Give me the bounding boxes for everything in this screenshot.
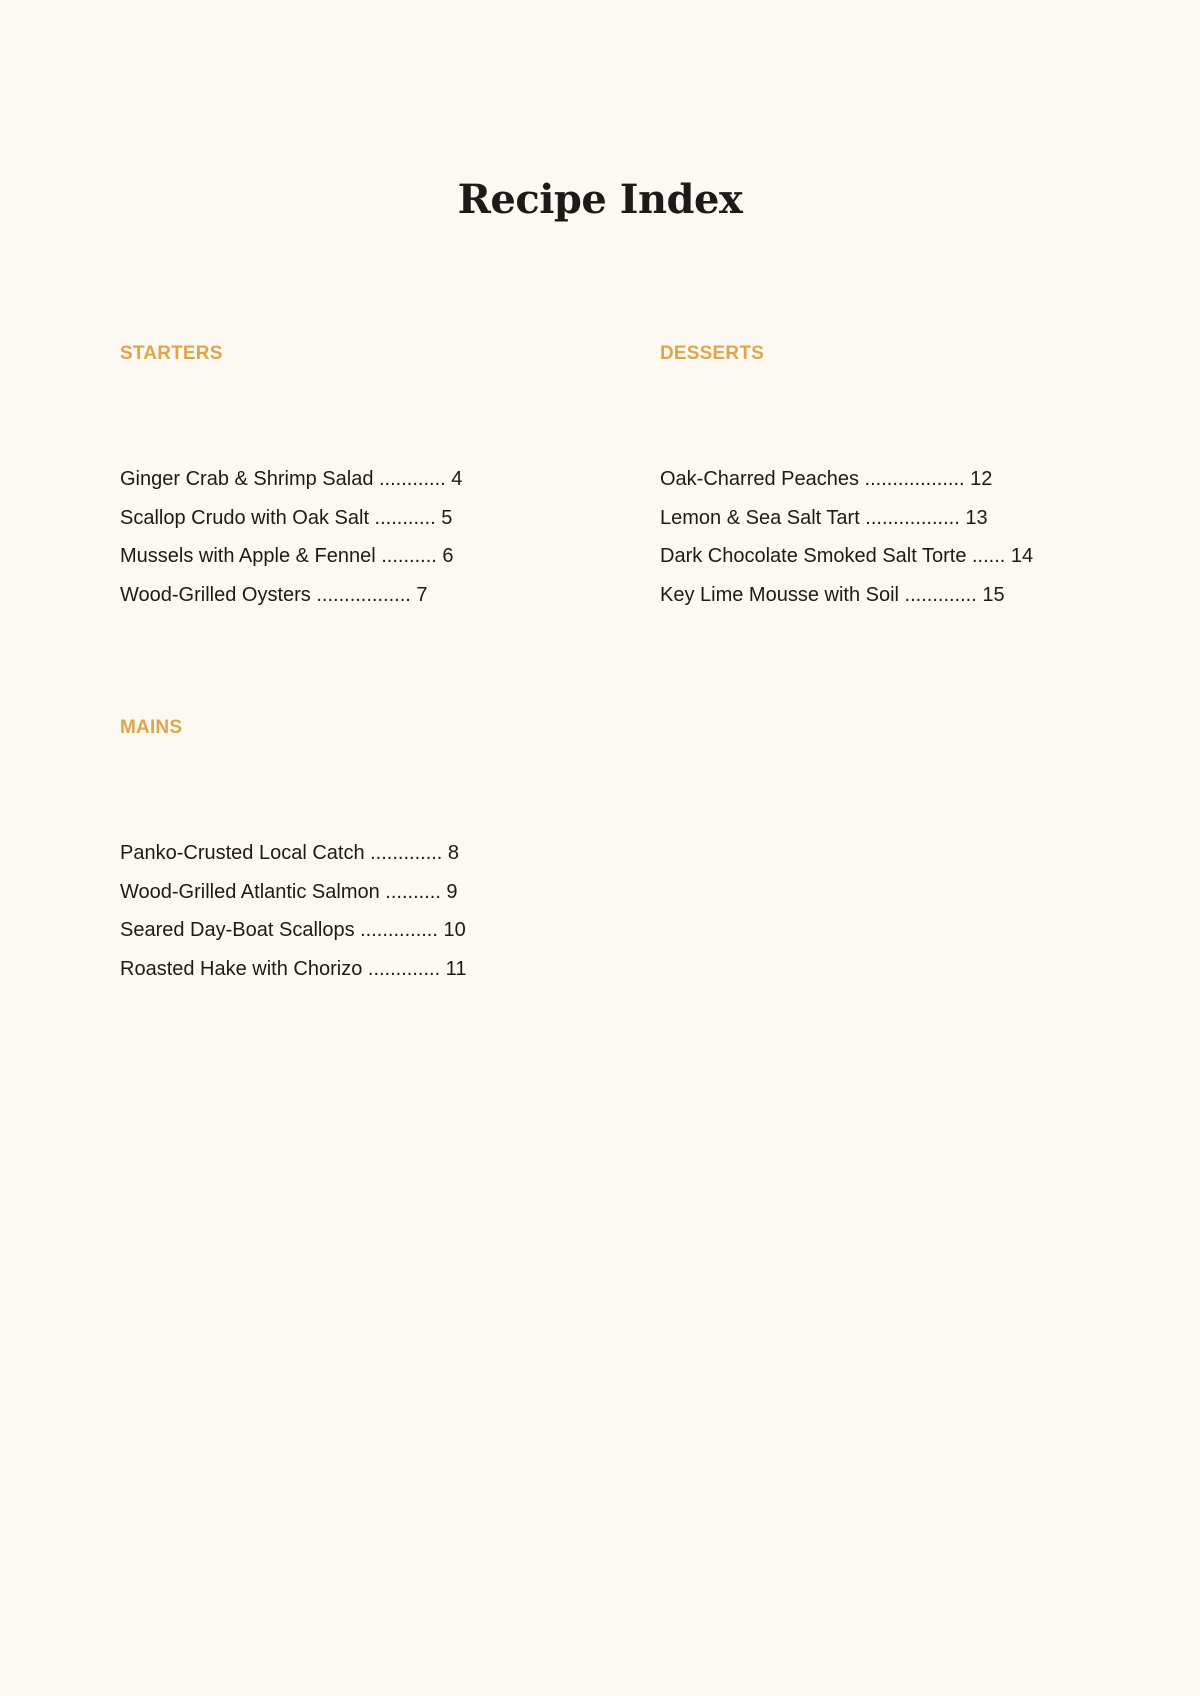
index-entry: Wood-Grilled Oysters ................. 7 bbox=[120, 583, 428, 606]
section-mains bbox=[120, 712, 600, 988]
index-entry: Seared Day-Boat Scallops .............. 10 bbox=[120, 919, 466, 941]
section-desserts bbox=[660, 338, 1140, 614]
index-entry: Mussels with Apple & Fennel .......... 6 bbox=[120, 545, 454, 567]
index-entry: Ginger Crab & Shrimp Salad ............ 4 bbox=[120, 468, 463, 490]
index-entry: Dark Chocolate Smoked Salt Torte ...... 14 bbox=[660, 545, 1034, 567]
index-entry: Key Lime Mousse with Soil ............. 15 bbox=[660, 583, 1005, 606]
section-heading-desserts: DESSERTS bbox=[660, 343, 765, 364]
section-heading-starters: STARTERS bbox=[120, 343, 223, 364]
section-heading-mains: MAINS bbox=[120, 717, 183, 738]
index-entry: Roasted Hake with Chorizo ............. 11 bbox=[120, 957, 467, 980]
section-starters bbox=[120, 338, 600, 614]
entry-list-mains bbox=[120, 834, 600, 988]
index-entry: Panko-Crusted Local Catch ............. 8 bbox=[120, 842, 460, 864]
entry-list-desserts bbox=[660, 460, 1140, 614]
index-entry: Lemon & Sea Salt Tart ................. 13 bbox=[660, 506, 988, 529]
entry-list-starters bbox=[120, 460, 600, 614]
index-entry: Scallop Crudo with Oak Salt ........... 5 bbox=[120, 506, 453, 529]
index-entry: Oak-Charred Peaches .................. 12 bbox=[660, 468, 993, 490]
page-title: Recipe Index bbox=[457, 176, 743, 223]
index-entry: Wood-Grilled Atlantic Salmon .......... 9 bbox=[120, 880, 458, 903]
